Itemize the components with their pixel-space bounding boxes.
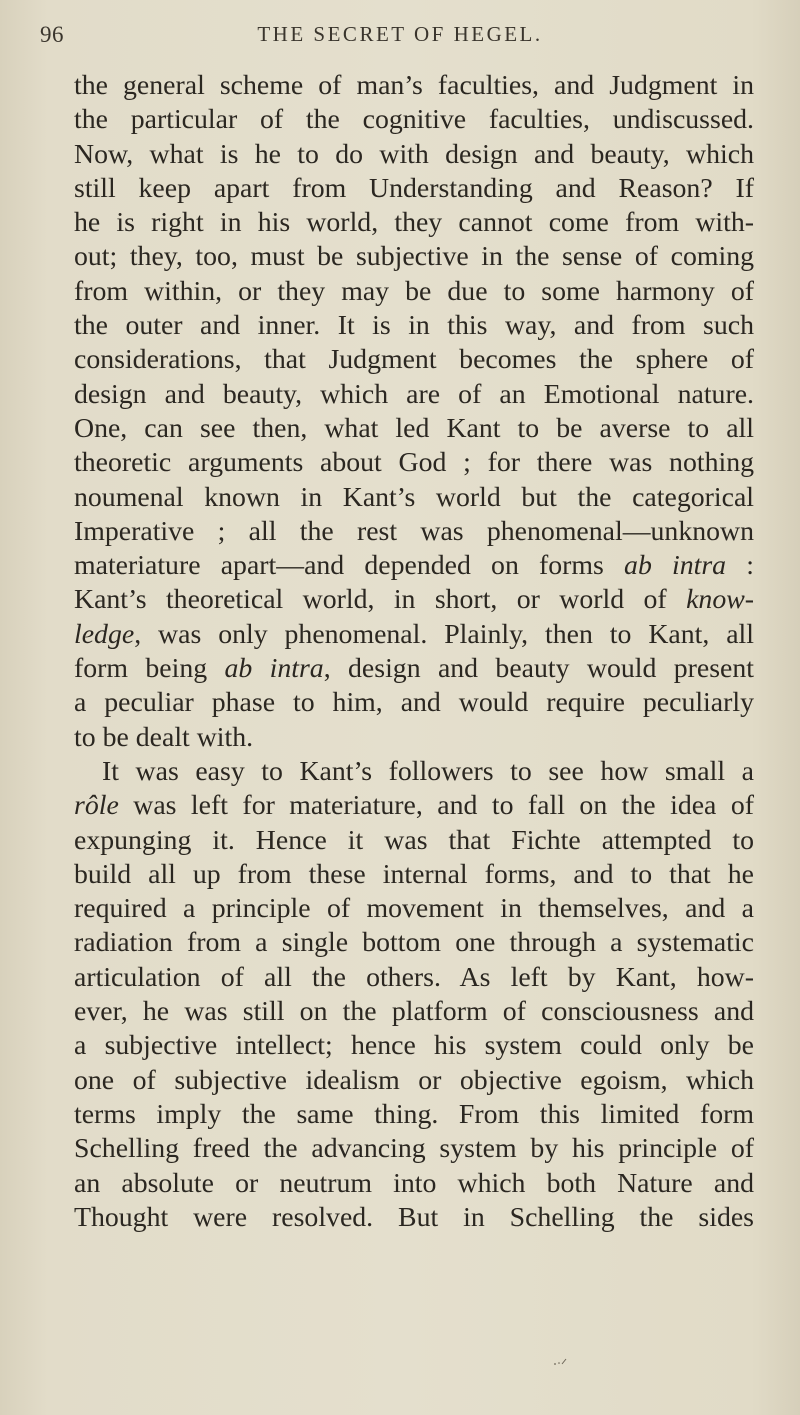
text-line: ever, he was still on the platform of consciousness and (74, 996, 754, 1028)
text-line (74, 549, 754, 583)
text-line: from within, or they may be due to some harmony of (74, 275, 754, 307)
text-line: design and beauty, which are of an Emotional nature. (74, 378, 754, 410)
text-line: expunging it. Hence it was that Fichte attempted to (74, 824, 754, 856)
text-line: noumenal known in Kant’s world but the categorical (74, 481, 754, 513)
text-line: he is right in his world, they cannot come from with- (74, 207, 754, 239)
italic-phrase: ledge (74, 618, 135, 650)
line-text: Kant’s theoretical world, in short, or world of (74, 584, 667, 616)
text-line: still keep apart from Understanding and Reason? If (74, 172, 754, 204)
page-number: 96 (40, 22, 64, 47)
text-line: Imperative ; all the rest was phenomenal—unknown (74, 515, 754, 547)
text-line: the particular of the cognitive faculties, undiscussed. (74, 104, 754, 136)
text-line: a peculiar phase to him, and would require peculiarly (74, 687, 754, 719)
text-line: Now, what is he to do with design and beauty, which (74, 138, 754, 170)
page-header (0, 22, 800, 52)
text-line: terms imply the same thing. From this limited form (74, 1098, 754, 1130)
text-line (74, 789, 754, 823)
body-text (74, 69, 754, 1235)
line-text: , design and beauty would present (323, 653, 754, 685)
text-line: theoretic arguments about God ; for there was nothing (74, 447, 754, 479)
text-line: It was easy to Kant’s followers to see how small a (102, 755, 754, 787)
text-line (74, 618, 754, 652)
text-line: build all up from these internal forms, and to that he (74, 858, 754, 890)
text-line: Schelling freed the advancing system by his principle of (74, 1133, 754, 1165)
ink-speck-icon (552, 1357, 568, 1367)
text-line: One, can see then, what led Kant to be averse to all (74, 412, 754, 444)
italic-phrase: rôle (74, 790, 119, 822)
text-line: the outer and inner. It is in this way, and from such (74, 310, 754, 342)
text-line (74, 652, 754, 686)
text-line: required a principle of movement in themselves, and a (74, 893, 754, 925)
italic-phrase: ab intra (224, 653, 324, 685)
text-line: the general scheme of man’s faculties, and Judgment in (74, 70, 754, 101)
text-line: to be dealt with. (74, 721, 254, 753)
line-text: form being (74, 653, 208, 685)
text-line: an absolute or neutrum into which both Nature and (74, 1167, 754, 1199)
text-line: articulation of all the others. As left by Kant, how- (74, 961, 754, 993)
line-text: : (726, 550, 754, 582)
text-line: a subjective intellect; hence his system could only be (74, 1030, 754, 1062)
italic-phrase: know- (686, 584, 755, 616)
text-line: Thought were resolved. But in Schelling the sides (74, 1201, 754, 1233)
text-line: considerations, that Judgment becomes the sphere of (74, 344, 754, 376)
text-line: out; they, too, must be subjective in the sense of coming (74, 241, 754, 273)
text-line (74, 583, 754, 617)
italic-phrase: ab intra (624, 550, 727, 582)
line-text: , was only phenomenal. Plainly, then to Kant, all (134, 618, 754, 650)
line-text: materiature apart—and depended on forms (74, 550, 604, 582)
text-line: radiation from a single bottom one through a systematic (74, 927, 754, 959)
text-line: one of subjective idealism or objective egoism, which (74, 1064, 754, 1096)
line-text: was left for materiature, and to fall on the idea of (133, 790, 754, 822)
running-head: THE SECRET OF HEGEL. (257, 22, 543, 46)
